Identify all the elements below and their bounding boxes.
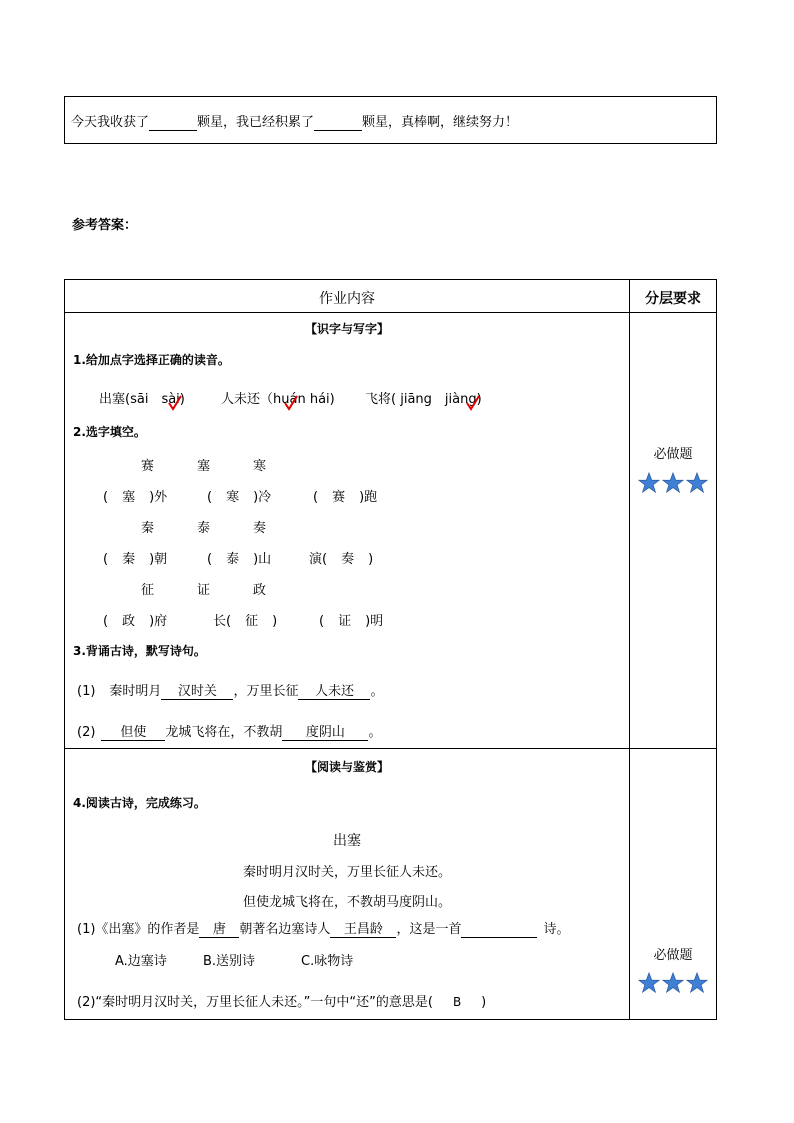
q4-1-answer-1: 唐 — [199, 923, 239, 938]
q1-word-1: 出塞 — [99, 392, 126, 407]
q1-options-2: （huán hái) — [260, 392, 335, 407]
q4-1-a: (1)《出塞》的作者是 — [77, 922, 200, 937]
q1-word-2: 人未还 — [221, 392, 261, 407]
q4-option-c: C.咏物诗 — [301, 954, 354, 969]
level-label-1: 必做题 — [653, 447, 693, 462]
q4-1 — [77, 918, 569, 938]
blank-answer: 塞 — [122, 490, 136, 505]
blank-pre: ( — [207, 490, 213, 505]
star-icon — [662, 972, 684, 994]
q2-group2-char-2: 泰 — [197, 521, 211, 536]
q2-blank — [213, 610, 277, 629]
header-content: 作业内容 — [319, 291, 375, 307]
summary-text — [71, 111, 518, 131]
q3-line-2 — [77, 721, 381, 741]
q3-l2-answer-1: 但使 — [101, 726, 165, 741]
blank-pre: ( — [103, 614, 109, 629]
q1-word-3: 飞将 — [365, 392, 392, 407]
blank-answer: 征 — [245, 614, 259, 629]
q2-blank — [103, 548, 167, 567]
q2-group2-char-1: 秦 — [141, 521, 155, 536]
blank-post: )山 — [253, 552, 272, 567]
checkmark-icon — [466, 395, 480, 411]
q2-blank — [207, 486, 271, 505]
blank-post: )跑 — [359, 490, 378, 505]
q2-group1-char-2: 塞 — [197, 459, 211, 474]
blank-post: )冷 — [253, 490, 272, 505]
q1-item-2 — [221, 388, 335, 407]
summary-blank-1[interactable] — [149, 116, 197, 131]
blank-answer: 奏 — [341, 552, 355, 567]
q2-title: 2.选字填空。 — [73, 425, 146, 439]
blank-answer: 泰 — [226, 552, 240, 567]
summary-blank-2[interactable] — [314, 116, 362, 131]
blank-pre: ( — [103, 490, 109, 505]
q4-1-blank[interactable] — [461, 923, 537, 938]
section2-title: 【阅读与鉴赏】 — [304, 760, 389, 774]
blank-post: ) — [272, 614, 278, 629]
q2-blank — [207, 548, 271, 567]
q2-group3-char-1: 征 — [141, 583, 155, 598]
summary-part2: 颗星，我已经积累了 — [197, 115, 315, 130]
answer-heading: 参考答案： — [72, 218, 138, 233]
q1-item-3 — [365, 388, 482, 407]
q4-1-d: 诗。 — [543, 922, 570, 937]
blank-pre: ( — [313, 490, 319, 505]
blank-pre: ( — [319, 614, 325, 629]
q4-title: 4.阅读古诗，完成练习。 — [73, 796, 206, 810]
blank-post: )外 — [149, 490, 168, 505]
q3-l2-b: 龙城飞将在，不教胡 — [165, 725, 283, 740]
poem-line-1: 秦时明月汉时关，万里长征人未还。 — [242, 865, 451, 880]
header-divider — [65, 312, 716, 313]
star-icon — [686, 472, 708, 494]
blank-answer: 政 — [122, 614, 136, 629]
q3-l2-answer-2: 度阴山 — [282, 726, 368, 741]
header-level: 分层要求 — [645, 291, 701, 307]
q3-l1-answer-2: 人未还 — [298, 685, 370, 700]
q2-group2-char-3: 奏 — [253, 521, 267, 536]
q3-l1-b: ，万里长征 — [233, 684, 299, 699]
q2-blank — [103, 610, 167, 629]
q4-2-text: (2)“秦时明月汉时关，万里长征人未还。”一句中“还”的意思是( — [77, 995, 433, 1010]
q4-2-answer: B — [452, 995, 462, 1009]
poem-line-2: 但使龙城飞将在，不教胡马度阴山。 — [242, 895, 451, 910]
q2-blank — [319, 610, 383, 629]
homework-table — [64, 279, 717, 1020]
q2-blank — [103, 486, 167, 505]
q3-l1-c: 。 — [370, 684, 384, 699]
q3-l1-num: (1) — [77, 684, 96, 699]
q3-line-1 — [77, 680, 383, 700]
q2-group1-char-1: 赛 — [141, 459, 155, 474]
section1-title: 【识字与写字】 — [304, 322, 389, 336]
blank-answer: 证 — [338, 614, 352, 629]
blank-post: ) — [368, 552, 374, 567]
q1-options-3: ( jiāng jiàng) — [391, 392, 482, 407]
q3-l1-a: 秦时明月 — [109, 684, 162, 699]
q2-group1-char-3: 寒 — [253, 459, 267, 474]
blank-answer: 秦 — [122, 552, 136, 567]
q2-blank — [313, 486, 377, 505]
column-divider — [629, 280, 630, 1019]
blank-post: )明 — [365, 614, 384, 629]
summary-box — [64, 96, 717, 144]
q3-l1-answer-1: 汉时关 — [161, 685, 233, 700]
blank-post: )朝 — [149, 552, 168, 567]
checkmark-icon — [284, 395, 298, 411]
q3-l2-num: (2) — [77, 725, 96, 740]
level-label-2: 必做题 — [653, 948, 693, 963]
blank-post: )府 — [149, 614, 168, 629]
q4-option-b: B.送别诗 — [203, 954, 256, 969]
q1-options-1: (sāi sài) — [125, 392, 185, 407]
q2-group3-char-3: 政 — [253, 583, 267, 598]
q4-2 — [77, 991, 486, 1010]
q4-option-a: A.边塞诗 — [115, 954, 167, 969]
q4-1-c: ，这是一首 — [396, 922, 462, 937]
blank-pre: ( — [207, 552, 213, 567]
q3-l2-c: 。 — [368, 725, 382, 740]
q4-2-close: ) — [481, 995, 487, 1010]
blank-pre: 演( — [309, 552, 328, 567]
star-icon — [686, 972, 708, 994]
poem-title: 出塞 — [333, 833, 361, 849]
q3-title: 3.背诵古诗，默写诗句。 — [73, 644, 206, 658]
summary-part1: 今天我收获了 — [71, 115, 150, 130]
star-icon — [662, 472, 684, 494]
summary-part3: 颗星，真棒啊，继续努力！ — [362, 115, 519, 130]
blank-answer: 寒 — [226, 490, 240, 505]
q2-group3-char-2: 证 — [197, 583, 211, 598]
star-icon — [638, 972, 660, 994]
q4-1-answer-2: 王昌龄 — [330, 923, 396, 938]
blank-answer: 赛 — [332, 490, 346, 505]
q2-blank — [309, 548, 373, 567]
blank-pre: ( — [103, 552, 109, 567]
section-divider — [65, 748, 716, 749]
q1-title: 1.给加点字选择正确的读音。 — [73, 353, 230, 367]
q4-1-b: 朝著名边塞诗人 — [239, 922, 331, 937]
checkmark-icon — [168, 395, 182, 411]
blank-pre: 长( — [213, 614, 232, 629]
star-icon — [638, 472, 660, 494]
